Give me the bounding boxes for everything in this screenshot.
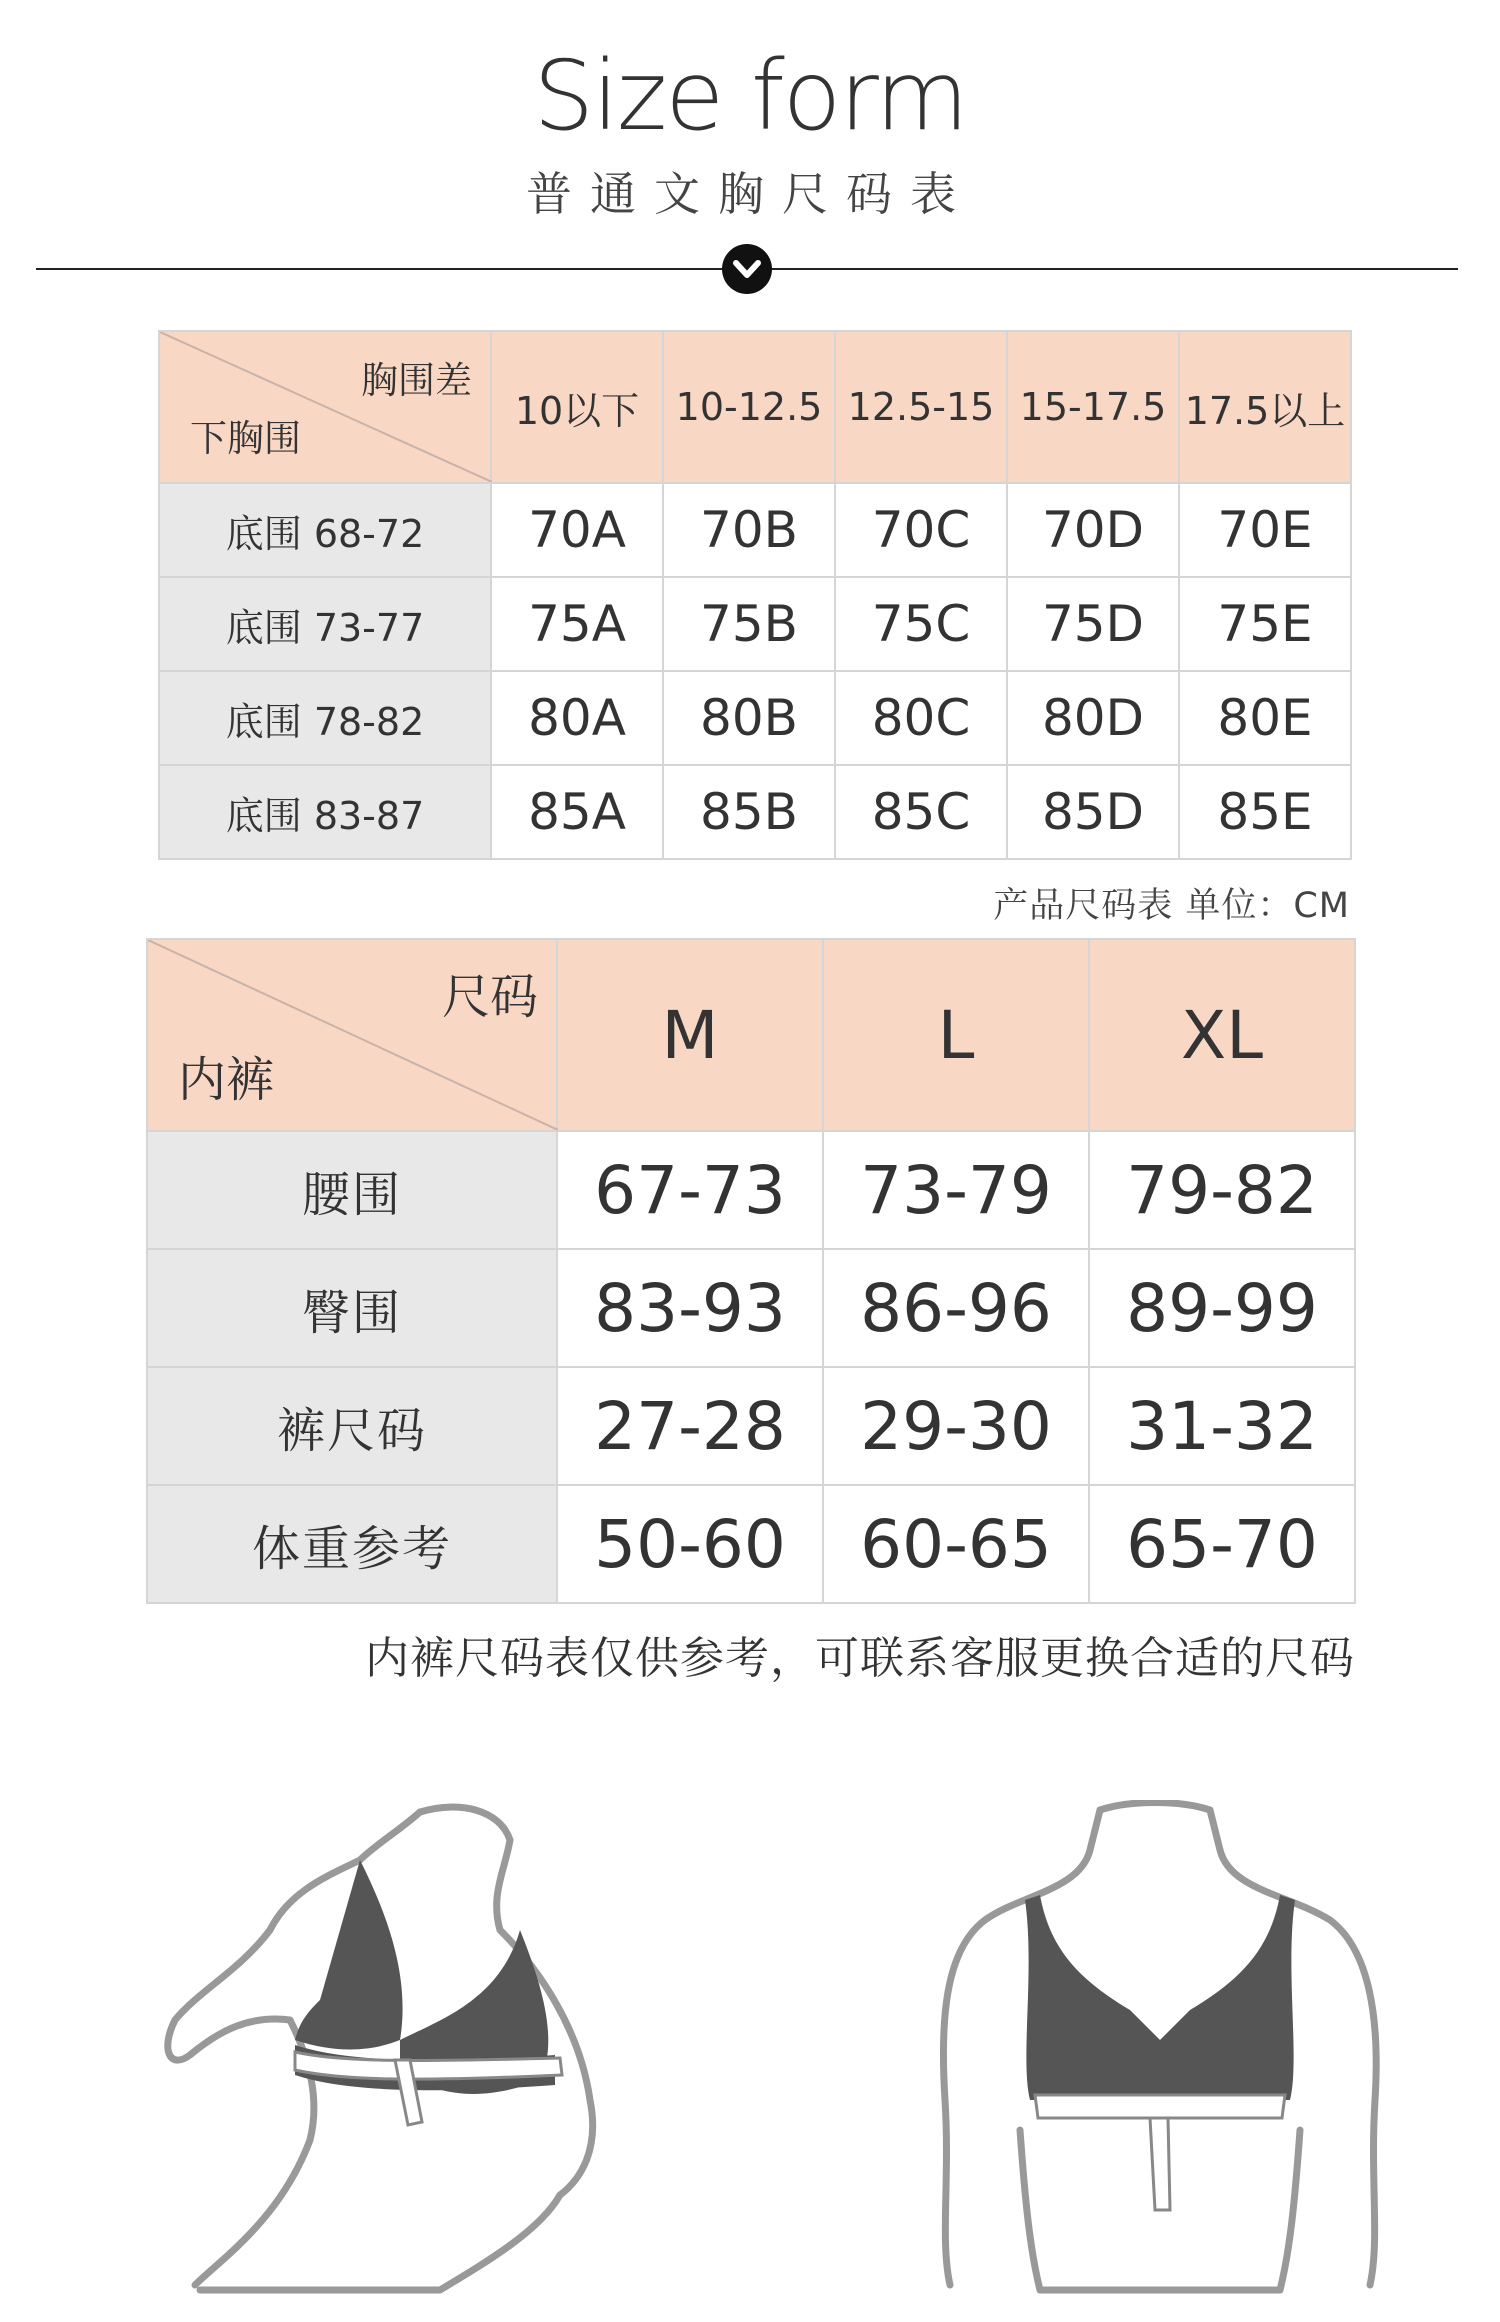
bra-corner-top-label: 胸围差	[361, 359, 472, 402]
chevron-down-icon	[722, 244, 772, 294]
panty-size-cell: 67-73	[557, 1131, 823, 1249]
bra-size-cell: 80A	[491, 671, 663, 765]
bra-row-label: 底围 78-82	[159, 671, 491, 765]
table-row	[159, 577, 1351, 671]
bra-size-cell: 85E	[1179, 765, 1351, 859]
bra-size-cell: 70B	[663, 483, 835, 577]
bra-size-cell: 85A	[491, 765, 663, 859]
bra-size-cell: 75A	[491, 577, 663, 671]
panty-corner-top-label: 尺码	[441, 969, 538, 1025]
table-row	[159, 765, 1351, 859]
bra-row-label: 底围 68-72	[159, 483, 491, 577]
bra-size-cell: 85B	[663, 765, 835, 859]
panty-corner-bottom-label: 内裤	[178, 1052, 275, 1108]
panty-corner-cell	[147, 939, 557, 1131]
bra-column-header: 15-17.5	[1007, 331, 1179, 483]
panty-size-cell: 27-28	[557, 1367, 823, 1485]
panty-size-cell: 65-70	[1089, 1485, 1355, 1603]
bra-column-header: 10以下	[491, 331, 663, 483]
bra-size-cell: 70C	[835, 483, 1007, 577]
panty-size-cell: 29-30	[823, 1367, 1089, 1485]
bra-size-cell: 75D	[1007, 577, 1179, 671]
bra-size-cell: 80C	[835, 671, 1007, 765]
bra-size-cell: 80D	[1007, 671, 1179, 765]
panty-size-cell: 83-93	[557, 1249, 823, 1367]
panty-size-cell: 73-79	[823, 1131, 1089, 1249]
bra-column-header: 17.5以上	[1179, 331, 1351, 483]
bra-size-table	[158, 330, 1352, 860]
panty-table-note: 内裤尺码表仅供参考，可联系客服更换合适的尺码	[365, 1633, 1355, 1684]
panty-column-header: M	[557, 939, 823, 1131]
panty-size-table	[146, 938, 1356, 1604]
panty-size-cell: 89-99	[1089, 1249, 1355, 1367]
bra-column-header: 12.5-15	[835, 331, 1007, 483]
table-row	[159, 483, 1351, 577]
page-subtitle: 普通文胸尺码表	[526, 167, 974, 221]
table-row	[147, 1131, 1355, 1249]
panty-row-label: 腰围	[147, 1131, 557, 1249]
bra-size-cell: 75E	[1179, 577, 1351, 671]
bra-size-cell: 85C	[835, 765, 1007, 859]
bra-size-cell: 75B	[663, 577, 835, 671]
bra-shape	[1025, 1895, 1295, 2100]
panty-size-cell: 60-65	[823, 1485, 1089, 1603]
bra-row-label: 底围 83-87	[159, 765, 491, 859]
table-row	[159, 671, 1351, 765]
panty-size-cell: 79-82	[1089, 1131, 1355, 1249]
bra-corner-bottom-label: 下胸围	[190, 417, 301, 460]
bra-table-unit-note: 产品尺码表 单位：CM	[993, 886, 1350, 926]
side-view-measurement-illustration	[160, 1800, 630, 2300]
panty-row-label: 体重参考	[147, 1485, 557, 1603]
bra-size-cell: 80B	[663, 671, 835, 765]
panty-size-cell: 50-60	[557, 1485, 823, 1603]
panty-size-cell: 31-32	[1089, 1367, 1355, 1485]
front-view-measurement-illustration	[930, 1800, 1390, 2300]
panty-column-header: XL	[1089, 939, 1355, 1131]
bra-column-header: 10-12.5	[663, 331, 835, 483]
bra-size-cell: 75C	[835, 577, 1007, 671]
table-row	[147, 1249, 1355, 1367]
table-row	[147, 1367, 1355, 1485]
panty-row-label: 裤尺码	[147, 1367, 557, 1485]
bra-header-row	[159, 331, 1351, 483]
bra-corner-cell	[159, 331, 491, 483]
bra-row-label: 底围 73-77	[159, 577, 491, 671]
bra-size-cell: 70A	[491, 483, 663, 577]
bra-size-cell: 85D	[1007, 765, 1179, 859]
panty-size-cell: 86-96	[823, 1249, 1089, 1367]
bra-size-cell: 80E	[1179, 671, 1351, 765]
bra-size-cell: 70E	[1179, 483, 1351, 577]
bra-size-cell: 70D	[1007, 483, 1179, 577]
page-title: Size form	[533, 40, 967, 152]
measuring-tape	[1035, 2095, 1285, 2118]
panty-header-row	[147, 939, 1355, 1131]
table-row	[147, 1485, 1355, 1603]
panty-row-label: 臀围	[147, 1249, 557, 1367]
panty-column-header: L	[823, 939, 1089, 1131]
